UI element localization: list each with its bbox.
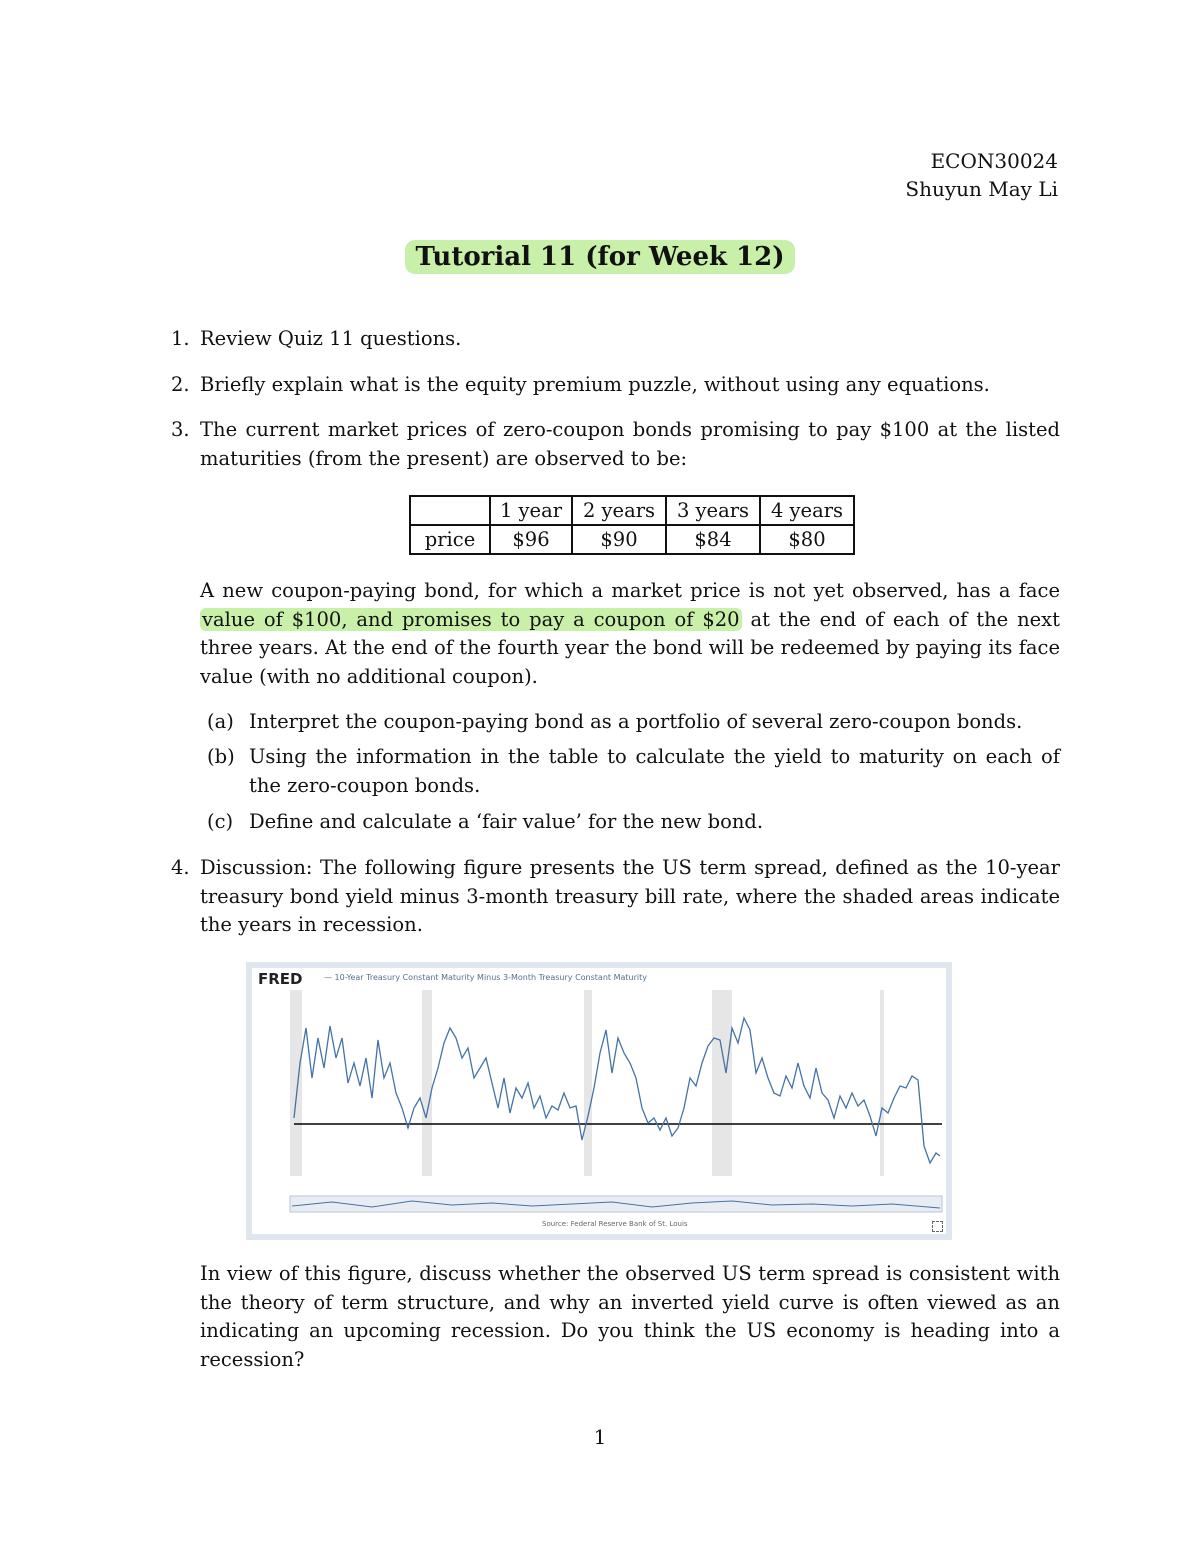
recession-band — [712, 990, 732, 1176]
table-cell: $84 — [666, 525, 760, 554]
table-cell: $96 — [490, 525, 572, 554]
tutorial-title-text: Tutorial 11 (for Week 12) — [405, 240, 794, 274]
q3-intro: The current market prices of zero-coupon bonds promising to pay $100 at the listed maturities (from the present) are observed to be: — [200, 418, 1060, 470]
table-header-cell: 3 years — [666, 496, 760, 525]
q3-number: 3. — [171, 418, 190, 441]
tutorial-title — [0, 242, 1200, 272]
author-name: Shuyun May Li — [905, 177, 1058, 201]
bond-price-table — [409, 495, 855, 555]
table-corner-cell — [410, 496, 490, 525]
q3-body-pre: A new coupon-paying bond, for which a market price is not yet observed, has a face — [200, 579, 1060, 602]
fred-source: Source: Federal Reserve Bank of St. Louis — [542, 1220, 688, 1228]
recession-band — [584, 990, 592, 1176]
recession-band — [880, 990, 884, 1176]
q2-number: 2. — [171, 373, 190, 396]
table-row-label: price — [410, 525, 490, 554]
q3c-text: Define and calculate a ‘fair value’ for the new bond. — [249, 810, 764, 833]
table-header-cell: 1 year — [490, 496, 572, 525]
term-spread-line — [294, 1018, 940, 1163]
table-cell: $80 — [760, 525, 854, 554]
q4-followup: In view of this figure, discuss whether the observed US term spread is consistent with the theory of term structure, and why an inverted yield curve is often viewed as an indicating an upcoming recession. Do you think the US economy is heading into a recession? — [200, 1262, 1060, 1371]
q4-text: Discussion: The following figure presents the US term spread, defined as the 10-year treasury bond yield minus 3-month treasury bill rate, where the shaded areas indicate the years in recession. — [200, 856, 1060, 936]
q3b-label: (b) — [207, 745, 235, 768]
q1-number: 1. — [171, 327, 190, 350]
q1-text: Review Quiz 11 questions. — [200, 327, 462, 350]
fred-figure-panel — [252, 968, 946, 1234]
table-row — [410, 525, 854, 554]
fullscreen-icon[interactable] — [932, 1221, 943, 1232]
q4-number: 4. — [171, 856, 190, 879]
fred-chart-svg — [252, 968, 946, 1234]
q3b-text: Using the information in the table to calculate the yield to maturity on each of the zero-coupon bonds. — [249, 745, 1060, 797]
fred-figure — [246, 962, 952, 1240]
page-number: 1 — [593, 1425, 607, 1449]
fred-logo: FRED — [258, 970, 303, 988]
course-code: ECON30024 — [930, 149, 1058, 173]
table-header-row — [410, 496, 854, 525]
q3-body — [200, 577, 1060, 691]
table-cell: $90 — [572, 525, 666, 554]
q3-body-highlight: value of $100, and promises to pay a coupon of $20 — [202, 607, 740, 631]
table-header-cell: 2 years — [572, 496, 666, 525]
q3a-text: Interpret the coupon-paying bond as a portfolio of several zero-coupon bonds. — [249, 710, 1023, 733]
range-selector[interactable] — [290, 1196, 942, 1212]
q3a-label: (a) — [207, 710, 234, 733]
q3-body-post: at the end of each of the next three years. At the end of the fourth year the bond will be redeemed by paying its face value (with no additional coupon). — [200, 607, 1061, 688]
recession-band — [422, 990, 432, 1176]
q2-text: Briefly explain what is the equity premium puzzle, without using any equations. — [200, 373, 990, 396]
table-header-cell: 4 years — [760, 496, 854, 525]
recession-band — [290, 990, 302, 1176]
q3c-label: (c) — [207, 810, 234, 833]
fred-series-label: — 10-Year Treasury Constant Maturity Minus 3-Month Treasury Constant Maturity — [324, 973, 647, 982]
